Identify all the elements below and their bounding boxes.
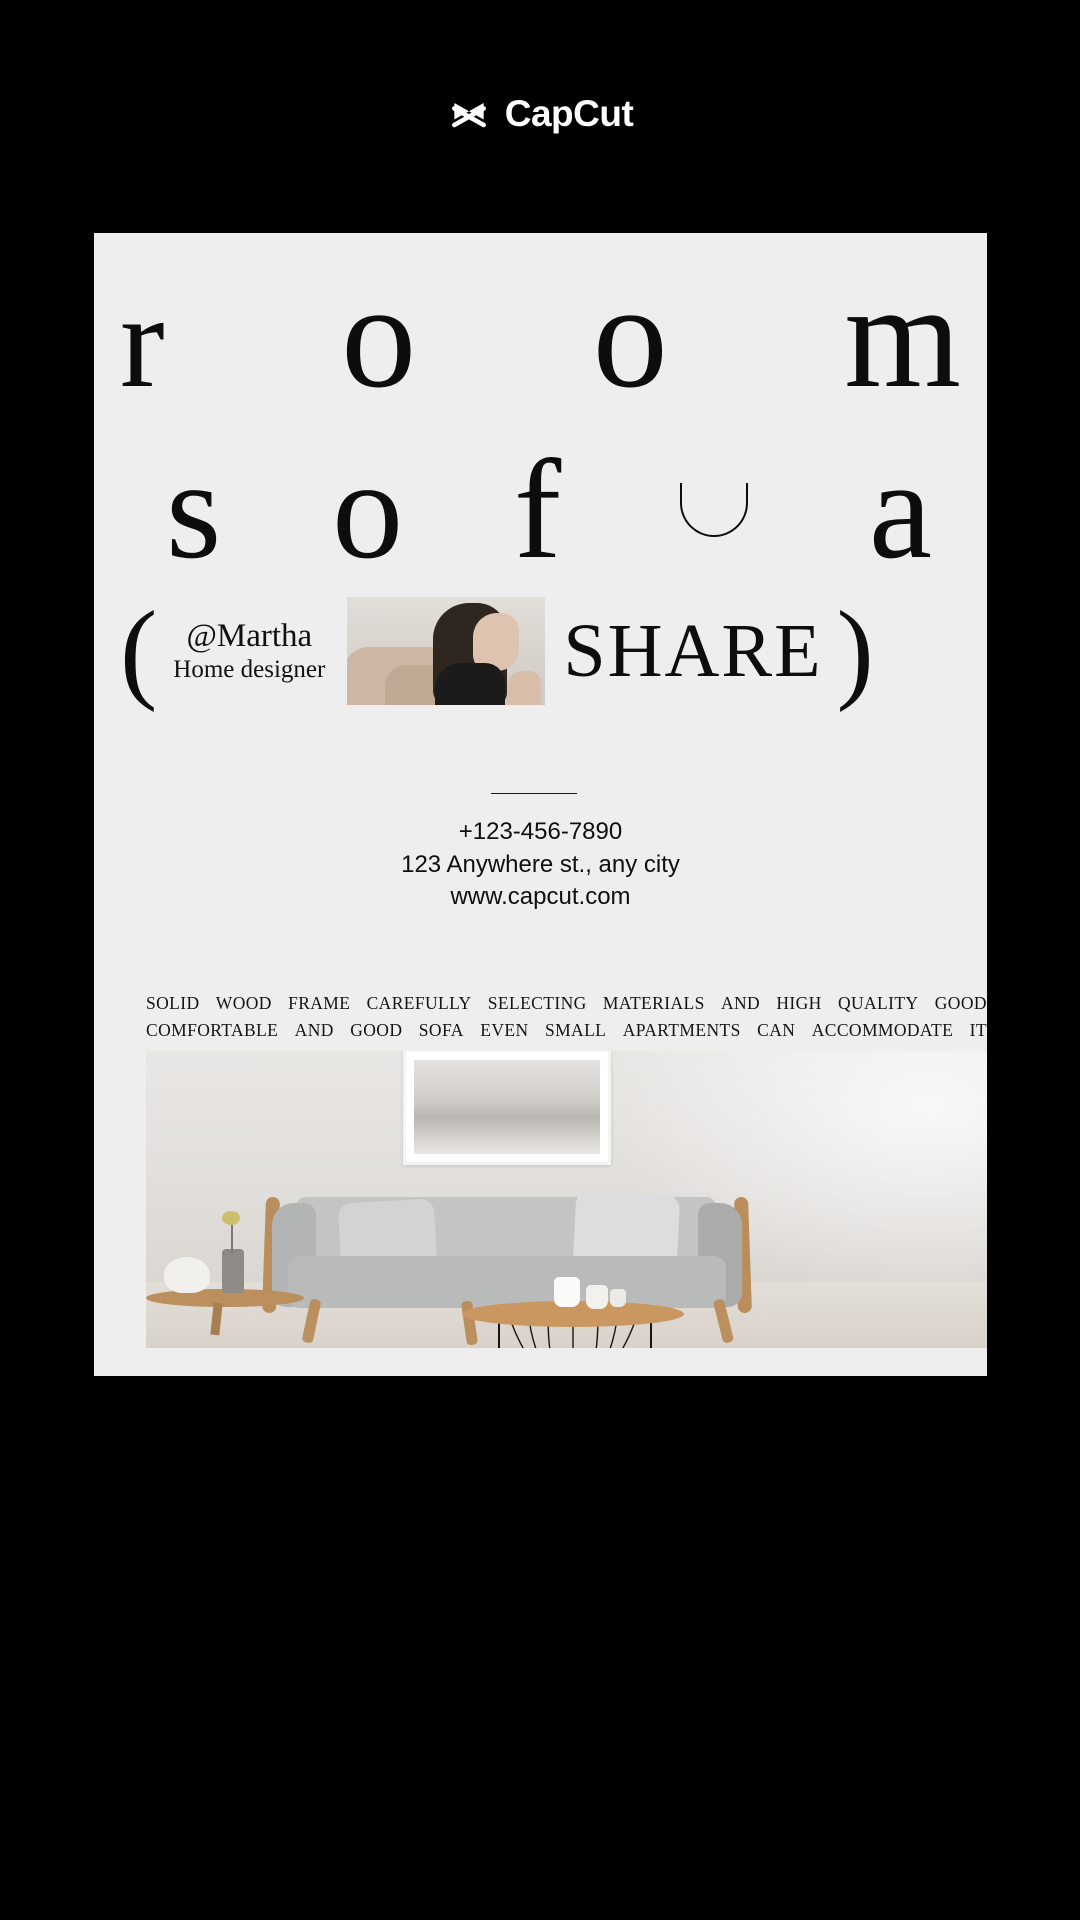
spec-word: SOLID xyxy=(146,993,200,1013)
photo-round-vase xyxy=(164,1257,210,1293)
spec-word: AND xyxy=(294,1020,334,1040)
spec-strip xyxy=(146,993,987,1047)
spec-word: IT xyxy=(969,1020,987,1040)
spec-word: HIGH xyxy=(776,993,822,1013)
photo-sofa-seat xyxy=(288,1256,726,1308)
photo-cup-2 xyxy=(586,1285,608,1309)
spec-word: SELECTING xyxy=(487,993,587,1013)
credit-share-row xyxy=(120,589,961,713)
spec-word: MATERIALS xyxy=(602,993,705,1013)
spec-word: APARTMENTS xyxy=(622,1020,741,1040)
capcut-logo-icon xyxy=(447,92,491,136)
designer-portrait-photo xyxy=(347,597,545,705)
headline-room-letter-2: o xyxy=(341,253,417,419)
portrait-arm-shape xyxy=(507,671,541,705)
spec-word: CAN xyxy=(757,1020,796,1040)
brand-name: CapCut xyxy=(504,93,634,134)
divider-rule xyxy=(491,793,577,794)
contact-phone: +123-456-7890 xyxy=(458,818,623,845)
headline-room xyxy=(120,253,961,419)
spec-word: CAREFULLY xyxy=(366,993,472,1013)
spec-line-1 xyxy=(146,993,987,1014)
photo-cup-1 xyxy=(554,1277,580,1307)
portrait-body-shape xyxy=(435,663,505,705)
capcut-brand-bar xyxy=(0,0,1080,228)
spec-word: WOOD xyxy=(215,993,272,1013)
headline-room-letter-4: m xyxy=(844,253,961,419)
headline-room-letter-1: r xyxy=(120,267,165,415)
paren-left: ( xyxy=(120,589,158,713)
photo-bottle-vase xyxy=(222,1249,244,1293)
contact-block xyxy=(120,816,961,914)
spec-word: FRAME xyxy=(288,993,351,1013)
designer-handle: @Martha xyxy=(186,617,313,654)
spec-line-2 xyxy=(146,1020,987,1041)
living-room-photo xyxy=(146,1051,987,1348)
spec-word: SOFA xyxy=(418,1020,464,1040)
spec-word: GOOD xyxy=(934,993,987,1013)
contact-address: 123 Anywhere st., any city xyxy=(401,850,680,878)
spec-word: EVEN xyxy=(480,1020,529,1040)
headline-sofa-letter-3: f xyxy=(513,430,562,588)
spec-word: COMFORTABLE xyxy=(146,1020,279,1040)
spec-word: GOOD xyxy=(350,1020,403,1040)
brand-lockup xyxy=(447,92,634,136)
headline-sofa xyxy=(166,430,932,588)
photo-wall-art xyxy=(414,1060,600,1154)
spec-word: ACCOMMODATE xyxy=(811,1020,954,1040)
headline-room-letter-3: o xyxy=(592,253,668,419)
headline-sofa-letter-1: s xyxy=(166,430,222,588)
share-label: SHARE xyxy=(563,608,823,693)
paren-right: ) xyxy=(836,589,874,713)
headline-sofa-letter-4: a xyxy=(868,430,932,588)
contact-website: www.capcut.com xyxy=(450,883,631,911)
photo-wall-art-frame xyxy=(403,1051,611,1165)
designer-credit xyxy=(167,618,331,685)
headline-sofa-letter-2: o xyxy=(332,430,404,588)
poster-content xyxy=(120,233,987,1376)
spec-word: AND xyxy=(720,993,761,1013)
photo-flower-head xyxy=(222,1211,240,1225)
designer-role: Home designer xyxy=(173,655,326,683)
spec-word: SMALL xyxy=(544,1020,607,1040)
poster-canvas xyxy=(94,233,987,1376)
smile-arc-icon xyxy=(672,497,758,557)
photo-cup-3 xyxy=(610,1289,626,1307)
spec-word: QUALITY xyxy=(837,993,919,1013)
